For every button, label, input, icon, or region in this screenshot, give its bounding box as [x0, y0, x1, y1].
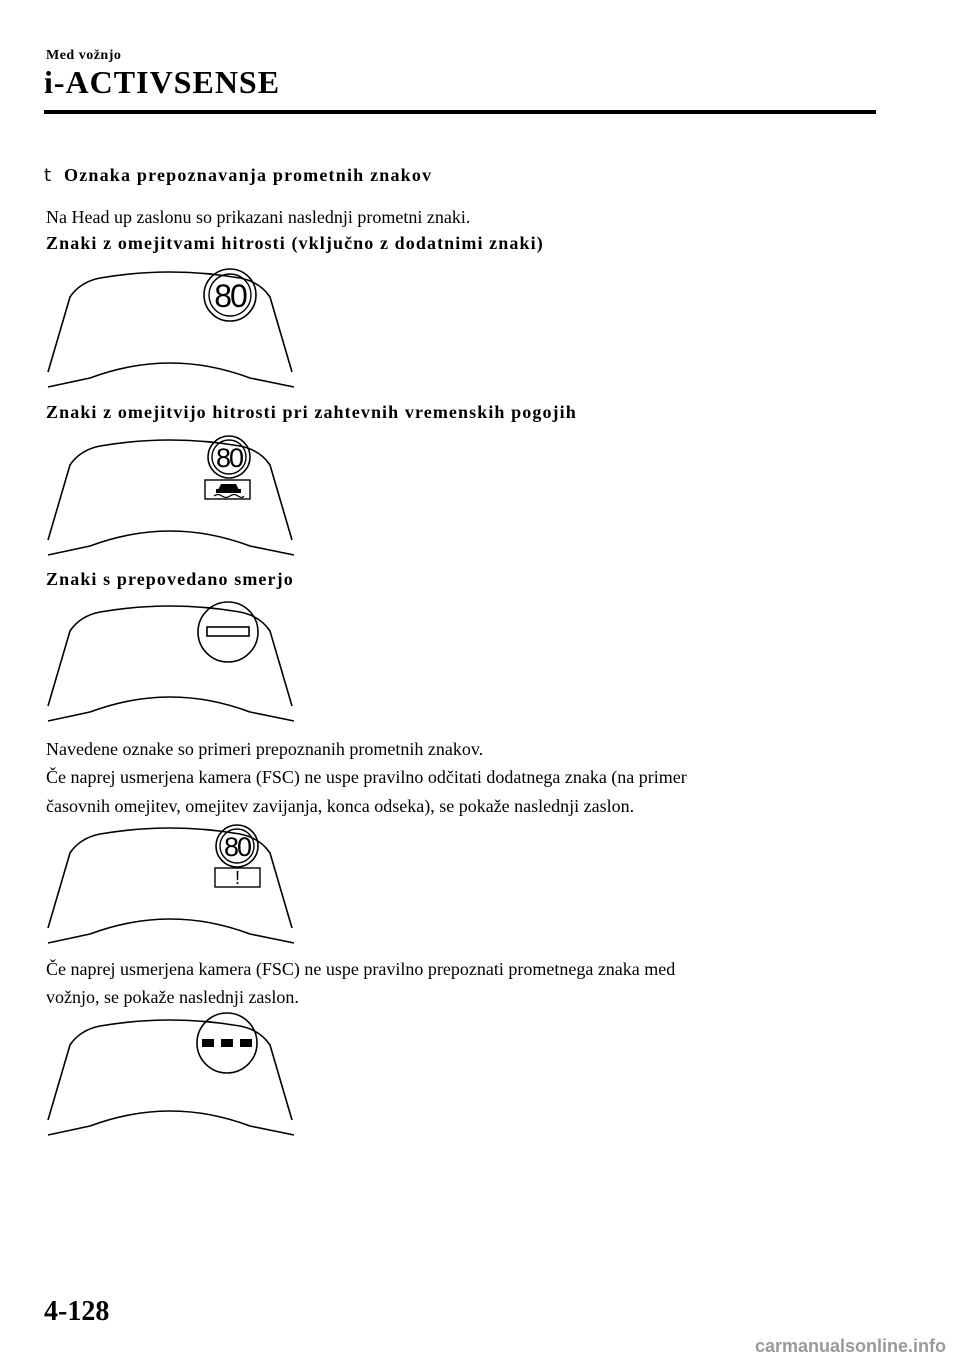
unread-plate-icon: [215, 868, 260, 888]
note-fsc-unrecognized-1: Če naprej usmerjena kamera (FSC) ne uspe pravilno prepoznati prometnega znaka med: [46, 959, 676, 979]
intro-text: Na Head up zaslonu so prikazani naslednji prometni znaki.: [46, 207, 471, 227]
hud-screen-no-entry: [40, 596, 302, 726]
slippery-road-plate-icon: [205, 480, 250, 499]
page-number: 4-128: [44, 1296, 110, 1327]
hud-screen-unrecognized: [40, 1010, 302, 1140]
speed-limit-sign-icon: [216, 825, 258, 867]
label-weather-speed-limit: Znaki z omejitvijo hitrosti pri zahtevnih vremenskih pogojih: [46, 402, 577, 422]
subheading-text: Oznaka prepoznavanja prometnih znakov: [64, 165, 433, 185]
speed-limit-sign-icon: [208, 436, 250, 478]
note-fsc-unrecognized-2: vožnjo, se pokaže naslednji zaslon.: [46, 987, 299, 1007]
note-fsc-supplementary-1: Če naprej usmerjena kamera (FSC) ne uspe pravilno odčitati dodatnega znaka (na primer: [46, 767, 687, 787]
hud-screen-weather-limit: [40, 430, 302, 560]
bullet-icon: t: [44, 165, 53, 186]
header-divider: [44, 110, 876, 114]
subheading: [44, 165, 432, 186]
unrecognized-sign-icon: [197, 1013, 257, 1073]
footer-watermark: carmanualsonline.info: [754, 1336, 946, 1356]
chapter-title: Med vožnjo: [46, 48, 122, 63]
sign-value: 80: [215, 443, 243, 473]
sign-value: 80: [214, 278, 246, 314]
hud-screen-unread-plate: [40, 818, 302, 948]
label-speed-limit: Znaki z omejitvami hitrosti (vključno z dodatnimi znaki): [46, 233, 544, 253]
plate-value: !: [234, 868, 241, 888]
no-entry-sign-icon: [198, 602, 258, 662]
hud-screen-speed-limit: [40, 262, 302, 392]
section-title: i-ACTIVSENSE: [44, 64, 281, 100]
note-fsc-supplementary-2: časovnih omejitev, omejitev zavijanja, konca odseka), se pokaže naslednji zaslon.: [46, 796, 635, 816]
note-examples: Navedene oznake so primeri prepoznanih prometnih znakov.: [46, 739, 484, 759]
sign-value: 80: [223, 832, 251, 862]
label-no-entry: Znaki s prepovedano smerjo: [46, 569, 294, 589]
